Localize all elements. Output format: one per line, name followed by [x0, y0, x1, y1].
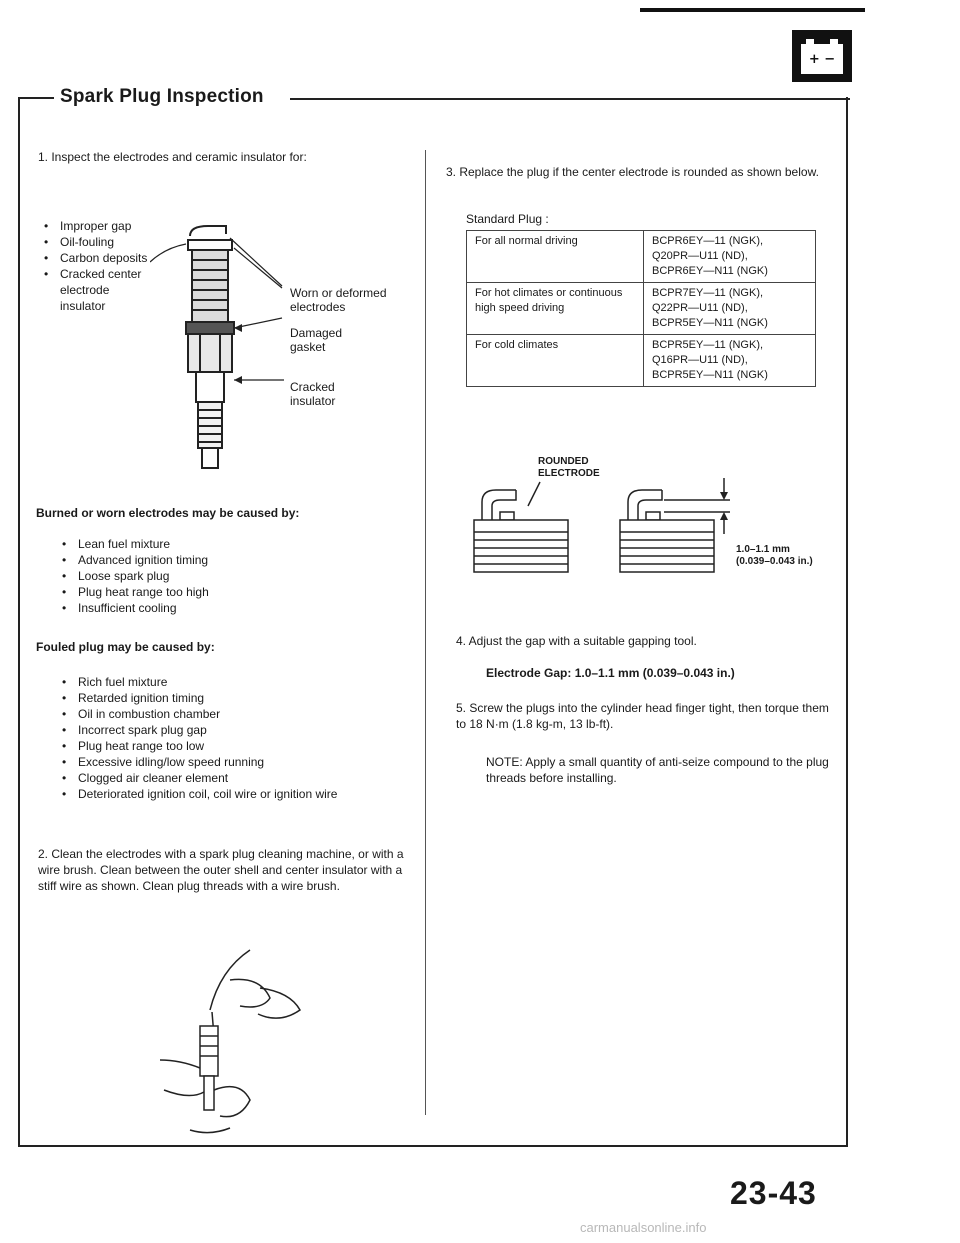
- standard-plug-label: Standard Plug :: [466, 212, 549, 226]
- plug-model: Q22PR—U11 (ND),: [652, 302, 748, 314]
- gap-dimension-label: [736, 544, 813, 568]
- fouled-heading: Fouled plug may be caused by:: [36, 640, 215, 654]
- plug-models: [644, 283, 816, 335]
- plug-model: BCPR6EY—N11 (NGK): [652, 265, 768, 277]
- plug-model: BCPR7EY—11 (NGK),: [652, 287, 764, 299]
- callout-cracked-insulator: Cracked insulator: [290, 380, 336, 408]
- burned-heading: Burned or worn electrodes may be caused by:: [36, 506, 300, 520]
- inspect-item: • Improper gap: [38, 218, 148, 234]
- frame-tab: [18, 97, 54, 99]
- spark-plug-illustration: [150, 218, 290, 480]
- plug-model: BCPR5EY—N11 (NGK): [652, 369, 768, 381]
- plug-model: BCPR5EY—11 (NGK),: [652, 339, 764, 351]
- electrode-comparison-diagram: [470, 476, 730, 576]
- burned-cause: • Lean fuel mixture: [56, 536, 416, 552]
- burned-cause: • Loose spark plug: [56, 568, 416, 584]
- fouled-cause: • Incorrect spark plug gap: [56, 722, 416, 738]
- burned-cause: • Plug heat range too high: [56, 584, 416, 600]
- fouled-cause: • Rich fuel mixture: [56, 674, 416, 690]
- page-number: 23-43: [730, 1175, 817, 1211]
- plug-model: BCPR5EY—N11 (NGK): [652, 317, 768, 329]
- step-5-text: 5. Screw the plugs into the cylinder head finger tight, then torque them to 18 N·m (1.8 kg-m, 13 lb-ft).: [456, 701, 829, 731]
- plug-condition: For hot climates or continuous high speed driving: [467, 283, 644, 335]
- burned-cause: • Insufficient cooling: [56, 600, 416, 616]
- fouled-cause: • Clogged air cleaner element: [56, 770, 416, 786]
- step-1-text: 1. Inspect the electrodes and ceramic insulator for:: [38, 150, 307, 164]
- step-2-text: 2. Clean the electrodes with a spark plug cleaning machine, or with a wire brush. Clean between the outer shell and center insulator with a stiff wire as shown. Clean plug threads with a wire brush.: [38, 847, 404, 893]
- callout-worn-electrodes: Worn or deformed electrodes: [290, 286, 387, 314]
- fouled-cause: • Deteriorated ignition coil, coil wire or ignition wire: [56, 786, 416, 802]
- rounded-label-line-2: ELECTRODE: [538, 468, 600, 479]
- inspect-list: [38, 218, 148, 314]
- step-3-text: 3. Replace the plug if the center electrode is rounded as shown below.: [446, 165, 819, 179]
- fouled-cause: • Plug heat range too low: [56, 738, 416, 754]
- plug-condition: For all normal driving: [467, 231, 644, 283]
- column-divider: [425, 150, 426, 1115]
- cleaning-illustration: [150, 940, 310, 1140]
- burned-cause: • Advanced ignition timing: [56, 552, 416, 568]
- fouled-cause: • Retarded ignition timing: [56, 690, 416, 706]
- inspect-item: • Carbon deposits: [38, 250, 148, 266]
- page-title: Spark Plug Inspection: [60, 86, 264, 107]
- battery-icon: [792, 30, 852, 82]
- electrode-gap-spec: Electrode Gap: 1.0–1.1 mm (0.039–0.043 in.): [486, 666, 735, 680]
- plug-models: [644, 335, 816, 387]
- plug-model: Q16PR—U11 (ND),: [652, 354, 748, 366]
- table-row: [467, 231, 816, 283]
- inspect-item: • Cracked center electrode insulator: [38, 266, 148, 314]
- plug-models: [644, 231, 816, 283]
- install-note: NOTE: Apply a small quantity of anti-seize compound to the plug threads before installing.: [486, 755, 829, 785]
- battery-symbols: + −: [808, 52, 836, 67]
- watermark: carmanualsonline.info: [580, 1220, 707, 1235]
- fouled-cause: • Excessive idling/low speed running: [56, 754, 416, 770]
- plug-model: BCPR6EY—11 (NGK),: [652, 235, 764, 247]
- step-4-text: 4. Adjust the gap with a suitable gapping tool.: [456, 634, 697, 648]
- table-row: [467, 335, 816, 387]
- gap-in: (0.039–0.043 in.): [736, 556, 813, 567]
- callout-damaged-gasket: Damaged gasket: [290, 326, 343, 354]
- fouled-cause: • Oil in combustion chamber: [56, 706, 416, 722]
- standard-plug-table: [466, 230, 816, 387]
- header-rule: [640, 8, 865, 12]
- table-row: [467, 283, 816, 335]
- fouled-causes-list: [56, 674, 416, 802]
- gap-mm: 1.0–1.1 mm: [736, 544, 790, 555]
- plug-model: Q20PR—U11 (ND),: [652, 250, 748, 262]
- rounded-label-line-1: ROUNDED: [538, 456, 589, 467]
- plug-condition: For cold climates: [467, 335, 644, 387]
- inspect-item: • Oil-fouling: [38, 234, 148, 250]
- burned-causes-list: [56, 536, 416, 616]
